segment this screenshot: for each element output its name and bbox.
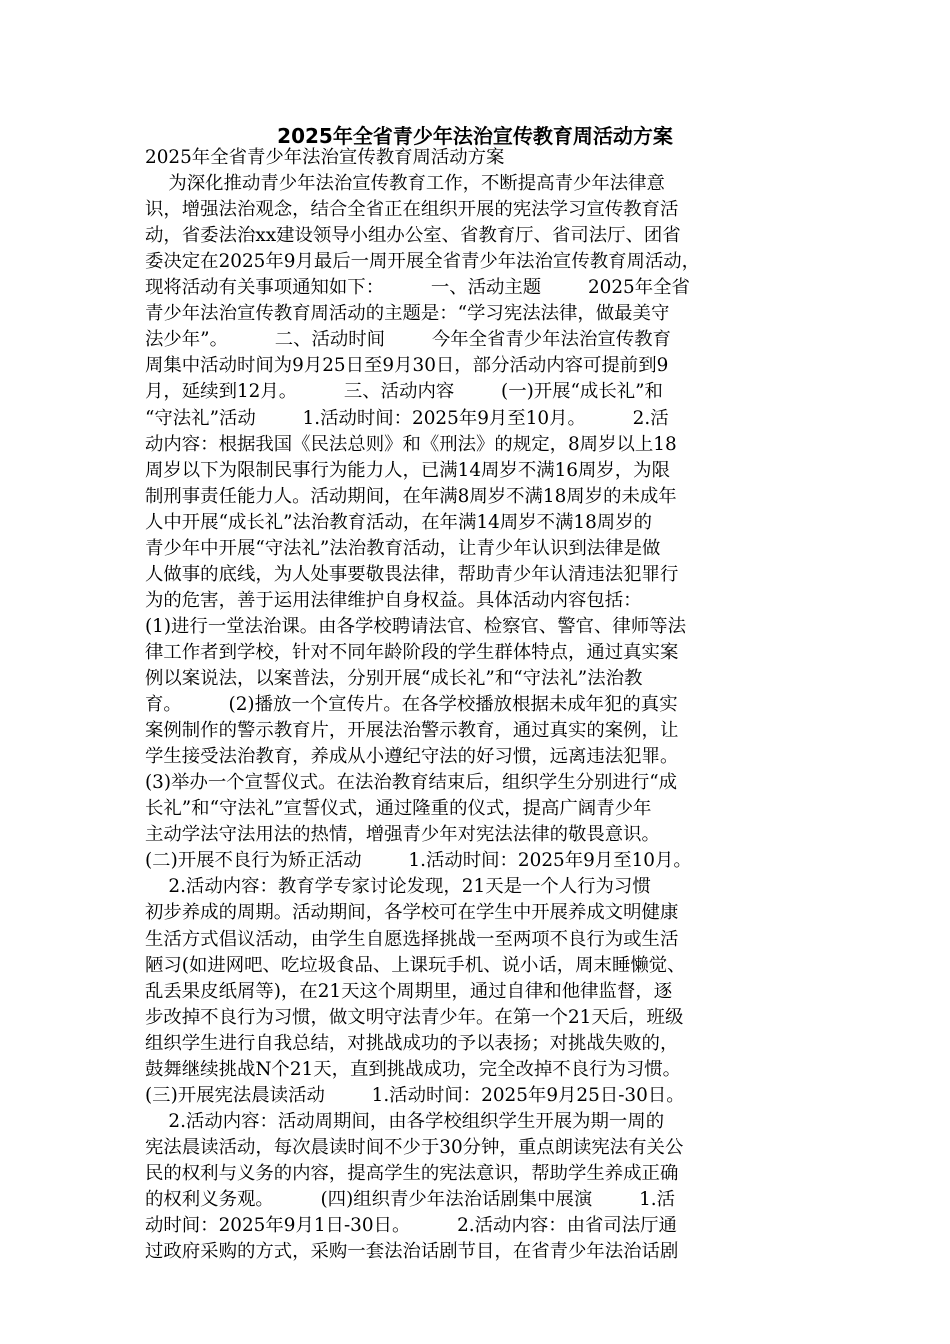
text-line: 学生接受法治教育，养成从小遵纪守法的好习惯，远离违法犯罪。 [145,746,679,768]
text-line: (3)举办一个宣誓仪式。在法治教育结束后，组织学生分别进行“成 [145,772,677,794]
text-line: 鼓舞继续挑战N个21天，直到挑战成功，完全改掉不良行为习惯。 [145,1058,682,1080]
text-line: 周岁以下为限制民事行为能力人，已满14周岁不满16周岁，为限 [145,459,670,481]
text-line: 人中开展“成长礼”法治教育活动，在年满14周岁不满18周岁的 [145,511,652,533]
text-line: 步改掉不良行为习惯，做文明守法青少年。在第一个21天后，班级 [145,1006,684,1028]
text-line: 乱丢果皮纸屑等)，在21天这个周期里，通过自律和他律监督，逐 [145,980,673,1002]
text-line: (1)进行一堂法治课。由各学校聘请法官、检察官、警官、律师等法 [145,615,686,637]
text-line: 动内容：根据我国《民法总则》和《刑法》的规定，8周岁以上18 [145,433,677,455]
text-line: 人做事的底线，为人处事要敬畏法律，帮助青少年认清违法犯罪行 [145,563,679,585]
text-line: 周集中活动时间为9月25日至9月30日，部分活动内容可提前到9 [145,355,669,377]
text-line: 青少年中开展“守法礼”法治教育活动，让青少年认识到法律是做 [145,537,661,559]
text-line: 2025年全省青少年法治宣传教育周活动方案 [145,147,505,168]
text-line: 法少年”。 二、活动时间 今年全省青少年法治宣传教育 [145,329,671,351]
text-line: 委决定在2025年9月最后一周开展全省青少年法治宣传教育周活动， [145,251,701,273]
text-line: 制刑事责任能力人。活动期间，在年满8周岁不满18周岁的未成年 [145,485,677,507]
text-line: 2.活动内容：活动周期间，由各学校组织学生开展为期一周的 [145,1110,665,1132]
text-line: 组织学生进行自我总结，对挑战成功的予以表扬；对挑战失败的， [145,1032,679,1054]
text-line: “守法礼”活动 1.活动时间：2025年9月至10月。 2.活 [145,407,669,429]
document-title: 2025年全省青少年法治宣传教育周活动方案 [277,124,673,148]
text-line: 长礼”和“守法礼”宣誓仪式，通过隆重的仪式，提高广阔青少年 [145,798,652,820]
text-line: 育。 (2)播放一个宣传片。在各学校播放根据未成年犯的真实 [145,694,678,716]
text-line: 案例制作的警示教育片，开展法治警示教育，通过真实的案例，让 [145,720,679,742]
text-line: 为的危害，善于运用法律维护自身权益。具体活动内容包括： [145,589,642,611]
text-line: 动，省委法治xx建设领导小组办公室、省教育厅、省司法厅、团省 [145,225,681,247]
text-line: 动时间：2025年9月1日-30日。 2.活动内容：由省司法厅通 [145,1215,677,1237]
text-line: 陋习(如进网吧、吃垃圾食品、上课玩手机、说小话，周末睡懒觉、 [145,954,686,976]
text-line: (三)开展宪法晨读活动 1.活动时间：2025年9月25日-30日。 [145,1084,685,1106]
text-line: 现将活动有关事项通知如下： 一、活动主题 2025年全省 [145,277,690,299]
text-line: 为深化推动青少年法治宣传教育工作，不断提高青少年法律意 [145,173,665,195]
text-line: 初步养成的周期。活动期间，各学校可在学生中开展养成文明健康 [145,902,679,924]
text-line: 月，延续到12月。 三、活动内容 (一)开展“成长礼”和 [145,381,663,403]
text-line: 民的权利与义务的内容，提高学生的宪法意识，帮助学生养成正确 [145,1162,679,1184]
text-line: 主动学法守法用法的热情，增强青少年对宪法法律的敬畏意识。 [145,824,660,846]
text-line: 例以案说法，以案普法，分别开展“成长礼”和“守法礼”法治教 [145,668,643,689]
text-line: 宪法晨读活动，每次晨读时间不少于30分钟，重点朗读宪法有关公 [145,1136,684,1158]
text-line: 青少年法治宣传教育周活动的主题是：“学习宪法法律，做最美守 [145,303,670,325]
text-line: 过政府采购的方式，采购一套法治话剧节目，在省青少年法治话剧 [145,1241,679,1263]
text-line: 2.活动内容：教育学专家讨论发现，21天是一个人行为习惯 [145,876,651,898]
text-line: 识，增强法治观念，结合全省正在组织开展的宪法学习宣传教育活 [145,199,679,221]
text-line: 的权利义务观。 (四)组织青少年法治话剧集中展演 1.活 [145,1189,676,1210]
text-line: 律工作者到学校，针对不同年龄阶段的学生群体特点，通过真实案 [145,641,679,663]
text-line: (二)开展不良行为矫正活动 1.活动时间：2025年9月至10月。 [145,850,692,872]
text-line: 生活方式倡议活动，由学生自愿选择挑战一至两项不良行为或生活 [145,928,679,950]
